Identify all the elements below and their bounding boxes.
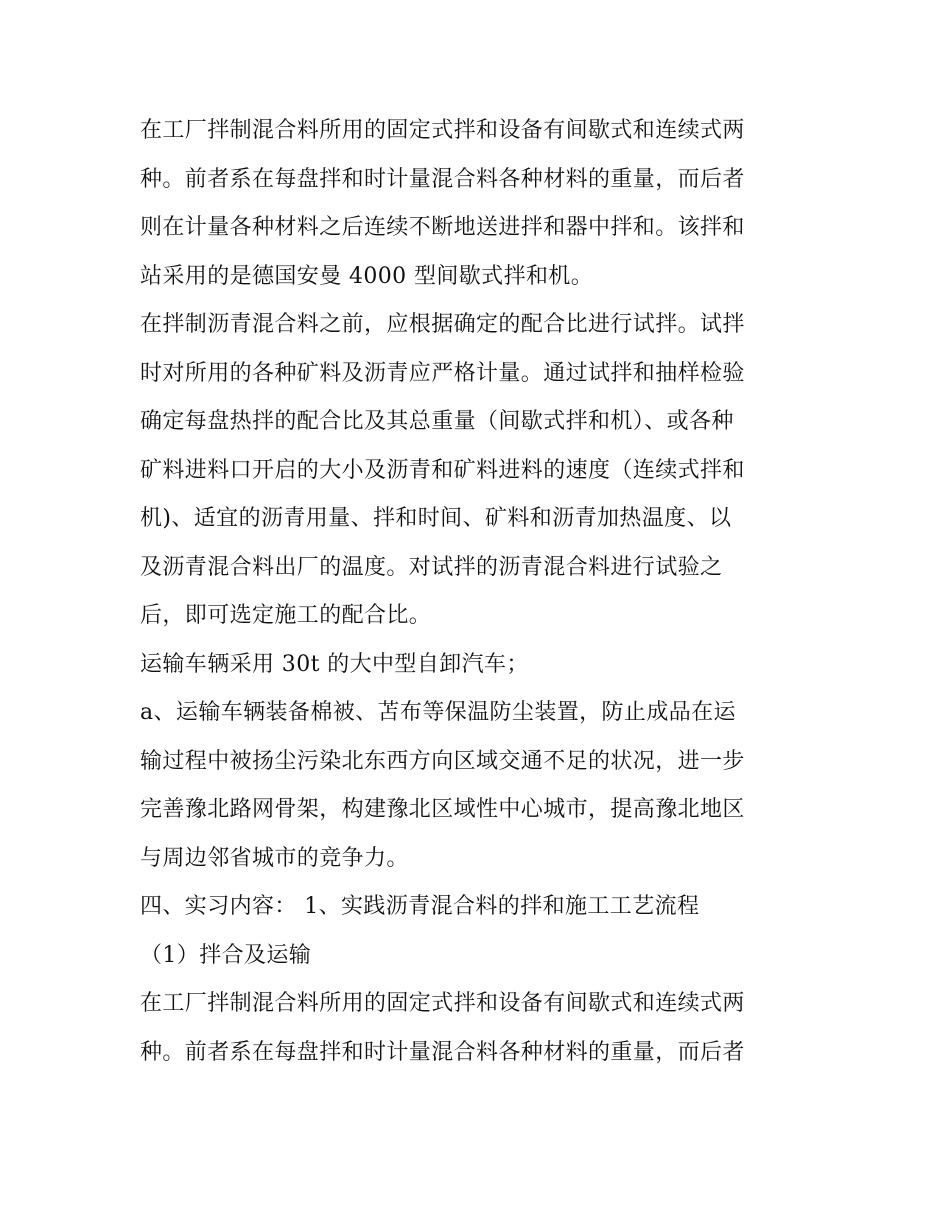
text-line: 种。前者系在每盘拌和时计量混合料各种材料的重量，而后者	[140, 166, 745, 192]
document-body	[140, 107, 815, 1077]
text-line: 种。前者系在每盘拌和时计量混合料各种材料的重量，而后者	[140, 1039, 745, 1065]
text-line: 与周边邻省城市的竞争力。	[140, 845, 409, 871]
text-line: 机)、适宜的沥青用量、拌和时间、矿料和沥青加热温度、以	[140, 506, 732, 531]
text-line: 及沥青混合料出厂的温度。对试拌的沥青混合料进行试验之	[140, 554, 723, 580]
text-line: 输过程中被扬尘污染北东西方向区域交通不足的状况，进一步	[140, 748, 745, 774]
text-line: 在工厂拌制混合料所用的固定式拌和设备有间歇式和连续式两	[140, 991, 745, 1016]
text-line: 运输车辆采用 30t 的大中型自卸汽车；	[140, 651, 529, 677]
text-line: 后，即可选定施工的配合比。	[140, 603, 432, 628]
text-line: 完善豫北路网骨架，构建豫北区域性中心城市，提高豫北地区	[140, 797, 745, 822]
text-line: 时对所用的各种矿料及沥青应严格计量。通过试拌和抽样检验	[140, 360, 745, 386]
text-line: 在工厂拌制混合料所用的固定式拌和设备有间歇式和连续式两	[140, 118, 745, 143]
text-line: 确定每盘热拌的配合比及其总重量（间歇式拌和机）、或各种	[140, 409, 734, 434]
text-line: 在拌制沥青混合料之前，应根据确定的配合比进行试拌。试拌	[140, 312, 745, 337]
text-line: a、运输车辆装备棉被、苫布等保温防尘装置，防止成品在运	[140, 700, 736, 725]
text-line: 则在计量各种材料之后连续不断地送进拌和器中拌和。该拌和	[140, 215, 745, 240]
text-line: （1）拌合及运输	[140, 942, 312, 968]
text-line: 站采用的是德国安曼 4000 型间歇式拌和机。	[140, 263, 594, 289]
text-line: 矿料进料口开启的大小及沥青和矿料进料的速度（连续式拌和	[140, 457, 745, 483]
text-line: 四、实习内容： 1、实践沥青混合料的拌和施工工艺流程	[140, 894, 700, 919]
